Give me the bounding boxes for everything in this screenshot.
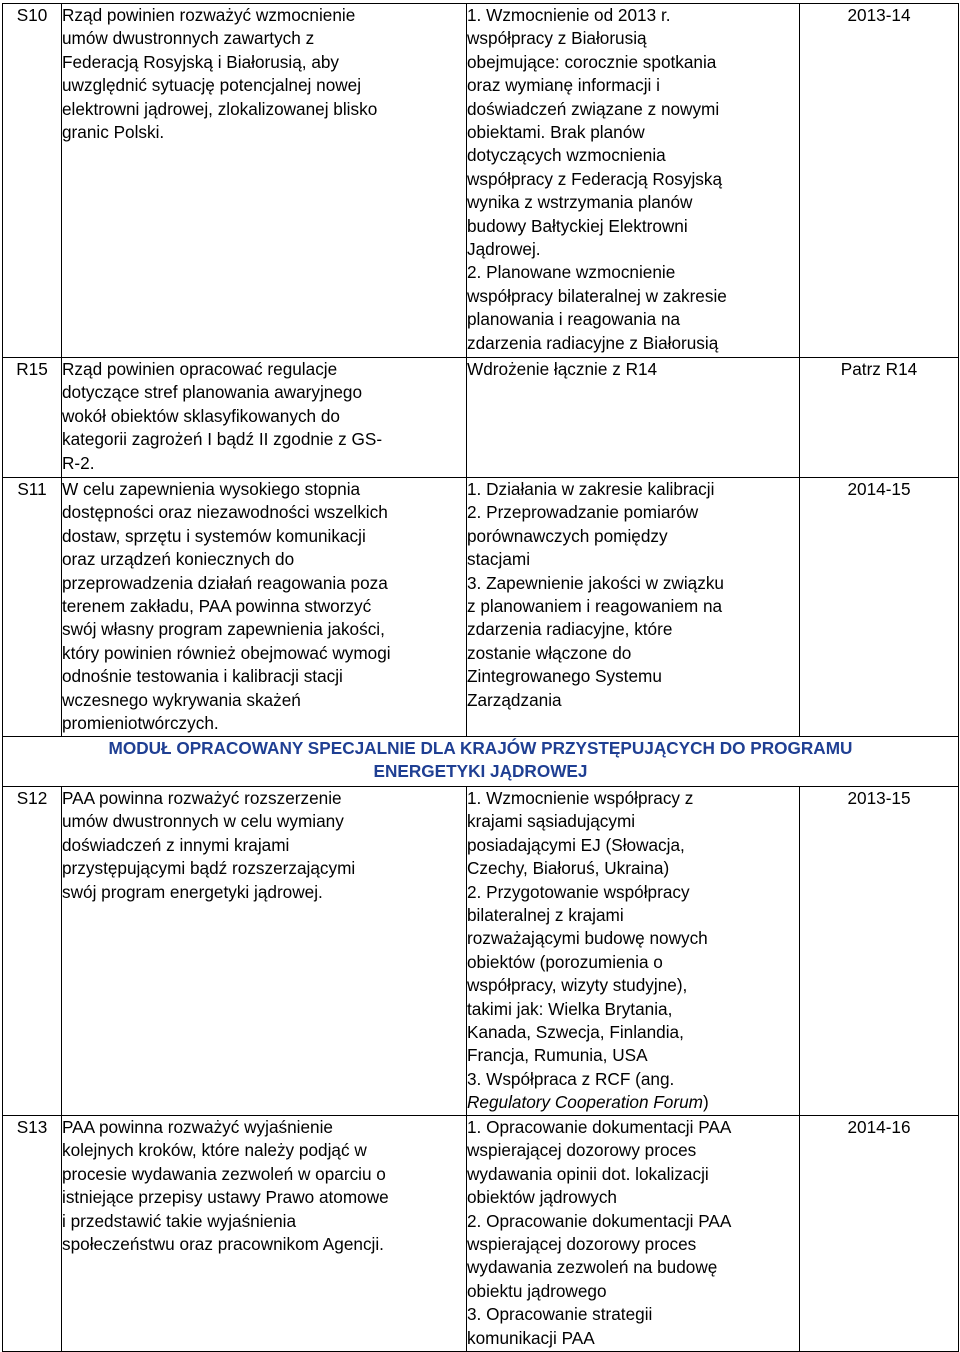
text-line: z planowaniem i reagowaniem na [467, 596, 723, 617]
text-line: PAA powinna rozważyć rozszerzenie [62, 788, 342, 808]
text-line: elektrowni jądrowej, zlokalizowanej blisko [62, 98, 378, 119]
text-line: współpracy, wizyty studyjne), [467, 975, 688, 996]
text-line: wynika z wstrzymania planów [467, 192, 693, 213]
table-row-r15 [3, 358, 959, 478]
text-line: W celu zapewnienia wysokiego stopnia [62, 479, 361, 499]
text-line: procesie wydawania zezwoleń w oparciu o [62, 1163, 386, 1184]
text-line: Zarządzania [467, 689, 562, 710]
text-line: społeczeństwu oraz pracownikom Agencji. [62, 1234, 384, 1255]
text-line: doświadczeń związane z nowymi [467, 98, 720, 119]
text-line: Jądrowej. [467, 239, 541, 260]
implementation-text [467, 787, 800, 1116]
text-line: 2. Przeprowadzanie pomiarów [467, 502, 699, 523]
text-line: wokół obiektów sklasyfikowanych do [62, 405, 340, 426]
text-line: obiektów (porozumienia o [467, 951, 663, 972]
text-line: PAA powinna rozważyć wyjaśnienie [62, 1117, 333, 1137]
row-id: S13 [3, 1116, 62, 1352]
text-line: wydawania opinii dot. lokalizacji [467, 1163, 709, 1184]
implementation-text [467, 478, 800, 737]
recommendation-text [62, 787, 467, 1116]
table-row-module-heading [3, 737, 959, 787]
text-line: wczesnego wykrywania skażeń [62, 689, 301, 710]
text-line: Rząd powinien rozważyć wzmocnienie [62, 5, 356, 25]
date-range: Patrz R14 [800, 358, 959, 478]
text-line: krajami sąsiadującymi [467, 811, 636, 832]
text-line: współpracy bilateralnej w zakresie [467, 285, 727, 306]
text-line: współpracy z Federacją Rosyjską [467, 168, 723, 189]
implementation-text [467, 1116, 800, 1352]
row-id: R15 [3, 358, 62, 478]
row-id: S11 [3, 478, 62, 737]
text-line: planowania i reagowania na [467, 309, 681, 330]
text-line: obiektami. Brak planów [467, 122, 645, 143]
text-line: uwzględnić sytuację potencjalnej nowej [62, 75, 362, 96]
text-line: posiadającymi EJ (Słowacja, [467, 834, 685, 855]
text-line: Wdrożenie łącznie z R14 [467, 359, 658, 379]
text-line: obiektów jądrowych [467, 1187, 617, 1208]
text-line: dostępności oraz niezawodności wszelkich [62, 502, 388, 523]
text-line: 3. Zapewnienie jakości w związku [467, 572, 724, 593]
text-line: 2. Opracowanie dokumentacji PAA [467, 1210, 732, 1231]
text-line: porównawczych pomiędzy [467, 525, 668, 546]
text-line: granic Polski. [62, 122, 165, 143]
text-line: 1. Wzmocnienie współpracy z [467, 788, 694, 808]
text-line: 2. Przygotowanie współpracy [467, 881, 690, 902]
text-line: R-2. [62, 452, 95, 473]
module-heading-line: ENERGETYKI JĄDROWEJ [373, 761, 588, 782]
text-line: wspierającej dozorowy proces [467, 1140, 697, 1161]
text-line: Francja, Rumunia, USA [467, 1045, 648, 1066]
implementation-text [467, 4, 800, 358]
text-line: 1. Działania w zakresie kalibracji [467, 479, 715, 499]
text-line: przystępującymi bądź rozszerzającymi [62, 858, 356, 879]
text-line: 3. Opracowanie strategii [467, 1304, 653, 1325]
text-line: Czechy, Białoruś, Ukraina) [467, 858, 670, 879]
text-line: wspierającej dozorowy proces [467, 1234, 697, 1255]
text-line: umów dwustronnych w celu wymiany [62, 811, 344, 832]
text-line: terenem zakładu, PAA powinna stworzyć [62, 596, 372, 617]
text-line: oraz urządzeń koniecznych do [62, 549, 295, 570]
text-line: dostaw, sprzętu i systemów komunikacji [62, 525, 366, 546]
text-line: Federacją Rosyjską i Białorusią, aby [62, 51, 340, 72]
text-line: zostanie włączone do [467, 642, 632, 663]
text-line: bilateralnej z krajami [467, 905, 624, 926]
text-line: doświadczeń z innymi krajami [62, 834, 290, 855]
text-line: rozważającymi budowę nowych [467, 928, 708, 949]
text-line: 2. Planowane wzmocnienie [467, 262, 676, 283]
table-row-s10 [3, 4, 959, 358]
text-line: komunikacji PAA [467, 1327, 595, 1348]
text-line: istniejące przepisy ustawy Prawo atomowe [62, 1187, 389, 1208]
row-id: S10 [3, 4, 62, 358]
text-line: swój własny program zapewnienia jakości, [62, 619, 385, 640]
date-range: 2013-14 [800, 4, 959, 358]
text-line: obiektu jądrowego [467, 1280, 607, 1301]
recommendation-text [62, 478, 467, 737]
text-line: współpracy z Białorusią [467, 28, 647, 49]
recommendations-table [2, 3, 959, 1352]
text-line: takimi jak: Wielka Brytania, [467, 998, 673, 1019]
text-line: odnośnie testowania i kalibracji stacji [62, 666, 343, 687]
text-line: wydawania zezwoleń na budowę [467, 1257, 718, 1278]
text-line: stacjami [467, 549, 531, 570]
text-line [467, 1091, 799, 1114]
module-heading-line: MODUŁ OPRACOWANY SPECJALNIE DLA KRAJÓW PRZYSTĘPUJĄCYCH DO PROGRAMU [108, 738, 853, 758]
text-line: 1. Wzmocnienie od 2013 r. [467, 5, 671, 25]
text-line: zdarzenia radiacyjne z Białorusią [467, 332, 719, 353]
text-line: który powinien również obejmować wymogi [62, 642, 391, 663]
text-line: oraz wymianę informacji i [467, 75, 660, 96]
text-line: i przedstawić takie wyjaśnienia [62, 1210, 297, 1231]
text-line: przeprowadzenia działań reagowania poza [62, 572, 388, 593]
text-line: 1. Opracowanie dokumentacji PAA [467, 1117, 732, 1137]
text-line: 3. Współpraca z RCF (ang. [467, 1068, 675, 1089]
text-line: Rząd powinien opracować regulacje [62, 359, 338, 379]
row-id: S12 [3, 787, 62, 1116]
text-line: dotyczących wzmocnienia [467, 145, 666, 166]
date-range: 2013-15 [800, 787, 959, 1116]
text-line: kolejnych kroków, które należy podjąć w [62, 1140, 367, 1161]
text-line: obejmujące: corocznie spotkania [467, 51, 717, 72]
text-line: kategorii zagrożeń I bądź II zgodnie z GS- [62, 429, 383, 450]
italic-text: Regulatory Cooperation Forum [467, 1092, 703, 1113]
text-line: swój program energetyki jądrowej. [62, 881, 323, 902]
text-line: budowy Bałtyckiej Elektrowni [467, 215, 688, 236]
closing-paren: ) [702, 1092, 709, 1113]
recommendation-text [62, 4, 467, 358]
module-heading [3, 737, 959, 787]
text-line: Zintegrowanego Systemu [467, 666, 662, 687]
table-row-s11 [3, 478, 959, 737]
date-range: 2014-16 [800, 1116, 959, 1352]
text-line: dotyczące stref planowania awaryjnego [62, 382, 363, 403]
recommendation-text [62, 1116, 467, 1352]
recommendation-text [62, 358, 467, 478]
text-line: umów dwustronnych zawartych z [62, 28, 315, 49]
table-row-s12 [3, 787, 959, 1116]
text-line: Kanada, Szwecja, Finlandia, [467, 1022, 684, 1043]
table-row-s13 [3, 1116, 959, 1352]
date-range: 2014-15 [800, 478, 959, 737]
text-line: promieniotwórczych. [62, 713, 219, 734]
implementation-text [467, 358, 800, 478]
text-line: zdarzenia radiacyjne, które [467, 619, 673, 640]
